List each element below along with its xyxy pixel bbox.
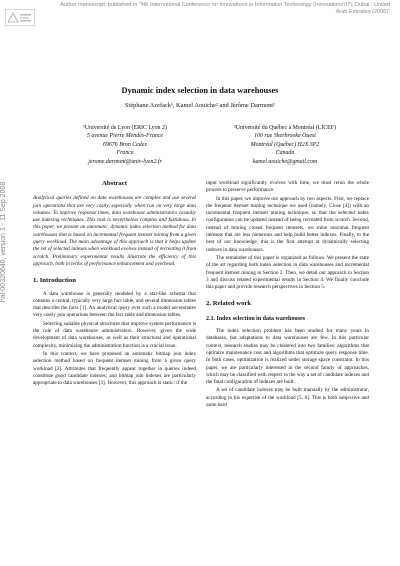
- paragraph: A data warehouse is generally modeled by a star-like schema that contains a central, typically very large fact table, and several dimension tables that describe the facts [1]. An analytical query over such a model necessitates very costly join operations between the fact table and dimension tables.: [33, 290, 196, 319]
- affiliation-city: Montréal (Québec) H2X 3P2: [250, 141, 320, 148]
- paragraph: input workload significantly evolves with time, we must rerun the whole process to preserve performance.: [206, 180, 369, 194]
- affiliation-name: ¹Université de Lyon (ERIC Lyon 2): [83, 125, 167, 131]
- hal-logo: [5, 9, 35, 26]
- affiliation-address: 100 rue Sherbrooke Ouest: [254, 133, 316, 140]
- paragraph: A set of candidate indexes may be built manually by the administrator, according to his expertise of the workload [5, 6]. This is both subjective and quite hard: [206, 387, 369, 409]
- affiliation-email[interactable]: jerome.darmont@univ-lyon2.fr: [88, 158, 162, 165]
- abstract-text: Analytical queries defined on data warehouses are complex and use several join operations that are very costly, especially when run on very large data volumes. To improve response times, data warehouse administrators casually use indexing techniques. This task is nevertheless complex and fastidious. In this paper, we present an automatic, dynamic index selection method for data warehouses that is based on incremental frequent itemset mining from a given query workload. The main advantage of this approach is that it helps update the set of selected indexes when workload evolves instead of recreating it from scratch. Preliminary experimental results illustrate the efficiency of this approach, both in terms of performance enhancement and overhead.: [33, 195, 196, 267]
- affiliation-lyon: [45, 124, 205, 166]
- paragraph: Selecting suitable physical structures that improve system performance is the role of data warehouse administrators. However, given the wide development of data warehouses, as well as their structural and operational complexity, minimizing the administration function is a crucial issue.: [33, 320, 196, 349]
- paragraph: In this paper, we improve our approach by two aspects. First, we replace the frequent itemset mining technique we used (namely, Close [4]) with an incremental frequent itemset mining technique, so that the selected index configuration can be updated instead of being recreated from scratch. Second, instead of mining closed frequent itemsets, we mine maximal frequent itemsets that are less numerous and help build better indexes. Finally, to the best of our knowledge, this is the first attempt at dynamically selecting indexes in data warehouses.: [206, 195, 369, 253]
- affiliation-address: 5 avenue Pierre Mendès-France: [86, 133, 164, 140]
- affiliation-name: ²Université du Québec à Montréal (LICEF): [233, 125, 337, 131]
- abstract-heading: Abstract: [102, 180, 127, 187]
- hal-identifier: hal-00320640, version 1 - 11 Sep 2008: [0, 181, 7, 303]
- paragraph: The remainder of this paper is organized as follows. We present the state of the art regarding both index selection in data warehouses and incremental frequent itemset mining in Section 2. Then, we detail our approach in Section 3 and discuss related experimental results in Section 4. We finally conclude this paper and provide research perspectives in Section 5.: [206, 254, 369, 291]
- affiliation-country: Canada: [275, 150, 295, 157]
- left-column: [33, 180, 196, 388]
- paragraph: In this context, we have proposed an automatic bitmap join index selection method based on frequent itemset mining from a given query workload [2]. Attributes that frequently appear together in queries indeed constitute good candidate indexes; and bitmap join indexes are particularly appropriate to data warehouses [3]. However, this approach is static: if the: [33, 350, 196, 387]
- author-list: Stéphane Azefack¹, Kamel Aouiche² and Jérôme Darmont¹: [124, 102, 276, 109]
- publication-note: Author manuscript, published in "4th International Conference on Innovations in Information Technology (Innovations'07), Dubai : United Arab Emirates (2006)": [60, 2, 390, 15]
- subsection-heading-index-selection: 2.1. Index selection in data warehouses: [206, 315, 306, 322]
- affiliation-montreal: [205, 124, 365, 166]
- affiliation-country: France: [116, 150, 134, 157]
- section-heading-introduction: 1. Introduction: [33, 277, 76, 285]
- right-column: [206, 180, 369, 410]
- section-heading-related-work: 2. Related work: [206, 300, 252, 308]
- paper-title: Dynamic index selection in data warehouses: [121, 86, 279, 95]
- affiliation-city: 69676 Bron Cedex: [103, 141, 147, 148]
- paragraph: The index selection problem has been studied for many years in databases, but adaptations to data warehouses are few. In this particular context, research studies may be clustered into two families: algorithms that optimize maintenance cost and algorithms that optimize query response time. In both cases, optimization is realized under storage space constraint. In this paper, we are particularly interested in the second family of approaches, which may be classified with respect to the way a set of candidate indexes and the final configuration of indexes are built.: [206, 328, 369, 386]
- affiliation-email[interactable]: kamel.aouiche@gmail.com: [252, 158, 318, 165]
